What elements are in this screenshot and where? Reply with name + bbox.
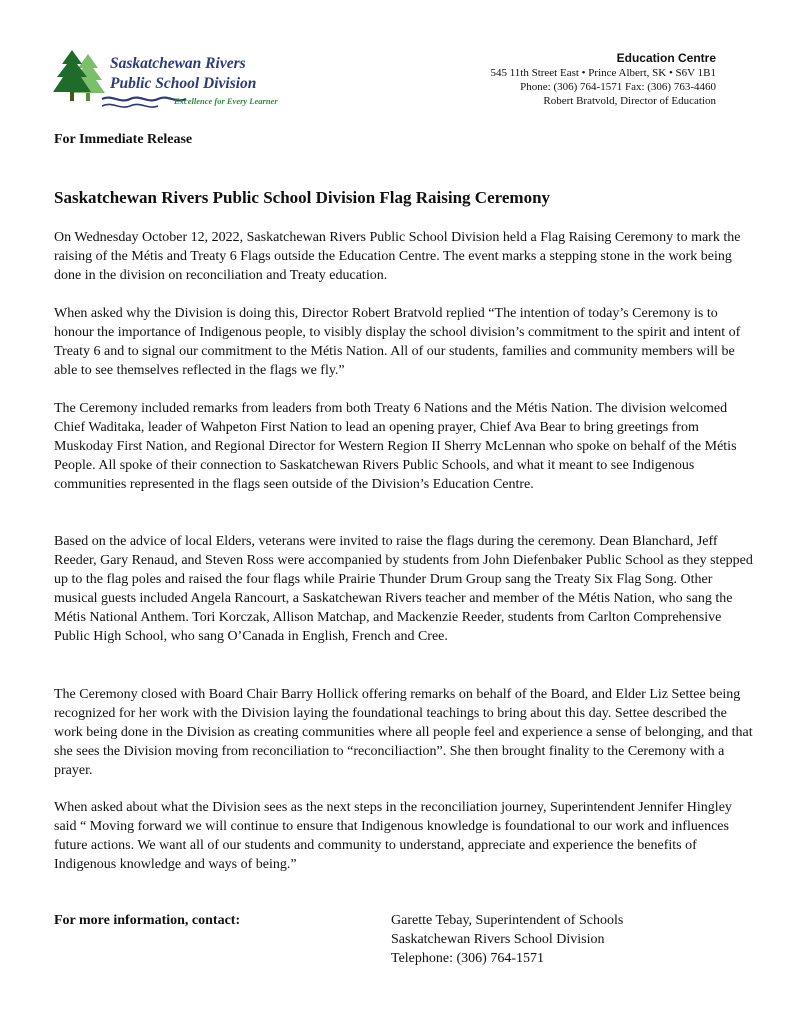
headline: Saskatchewan Rivers Public School Division Flag Raising Ceremony [54,188,551,207]
contact-block [391,911,623,968]
org-name-line2: Public School Division [110,75,257,92]
contact-label: For more information, contact: [54,913,241,928]
paragraph: When asked about what the Division sees as the next steps in the reconciliation journey, Superintendent Jennifer Hingley said “ Moving forward we will continue to ensure that Indigenous knowledge is foundational to our work and influences future actions. We want all of our students and community to understand, appreciate and experience the benefits of Indigenous knowledge and ways of being.” [54,800,732,872]
paragraph: The Ceremony closed with Board Chair Barry Hollick offering remarks on behalf of the Board, and Elder Liz Settee being recognized for her work with the Division laying the foundational teachings to bring about this day. Settee described the work being done in the Division as creating communities where all people feel and experience a sense of belonging, and that she sees the Division moving from reconciliation to “reconciliaction”. She then brought finality to the Ceremony with a prayer. [54,687,753,778]
address-block [490,51,716,108]
org-name-line1: Saskatchewan Rivers [110,55,246,72]
division-logo [52,46,322,116]
address-phone-fax: Phone: (306) 764-1571 Fax: (306) 763-4460 [520,81,716,93]
contact-phone: Telephone: (306) 764-1571 [391,951,544,966]
release-label: For Immediate Release [54,132,193,147]
contact-name: Garette Tebay, Superintendent of Schools [391,913,624,928]
address-title: Education Centre [616,51,716,65]
paragraph: Based on the advice of local Elders, veterans were invited to raise the flags during the ceremony. Dean Blanchard, Jeff Reeder, Gary Renaud, and Steven Ross were accompanied by students from John Diefenbaker Public School as they stepped up to the flag poles and raised the four flags while Prairie Thunder Drum Group sang the Treaty Six Flag Song. Other musical guests included Angela Rancourt, a Saskatchewan Rivers teacher and member of the Métis Nation, who sang the Métis National Anthem. Tori Korczak, Allison Matchap, and Mackenzie Reeder, students from Carlton Comprehensive Public High School, who sang O’Canada in English, French and Cree. [54,534,753,644]
contact-org: Saskatchewan Rivers School Division [391,932,605,947]
paragraph: On Wednesday October 12, 2022, Saskatchewan Rivers Public School Division held a Flag Raising Ceremony to mark the raising of the Métis and Treaty 6 Flags outside the Education Centre. The event marks a stepping stone in the work being done in the division on reconciliation and Treaty education. [54,230,741,283]
paragraph: When asked why the Division is doing this, Director Robert Bratvold replied “The intention of today’s Ceremony is to honour the importance of Indigenous people, to visibly display the school division’s commitment to the spirit and intent of Treaty 6 and to signal our commitment to the Métis Nation. All of our students, families and community members will be able to see themselves reflected in the flags we fly.” [54,306,741,378]
address-director: Robert Bratvold, Director of Education [543,95,716,107]
org-tagline: Excellence for Every Learner [174,96,278,106]
paragraph: The Ceremony included remarks from leaders from both Treaty 6 Nations and the Métis Nation. The division welcomed Chief Waditaka, leader of Wahpeton First Nation to lead an opening prayer, Chief Ava Bear to bring greetings from Muskoday First Nation, and Regional Director for Western Region II Sherry McLennan who spoke on behalf of the Métis People. All spoke of their connection to Saskatchewan Rivers Public Schools, and what it meant to see Indigenous communities represented in the flags seen outside of the Division’s Education Centre. [54,401,737,492]
address-street: 545 11th Street East • Prince Albert, SK • S6V 1B1 [490,67,716,79]
